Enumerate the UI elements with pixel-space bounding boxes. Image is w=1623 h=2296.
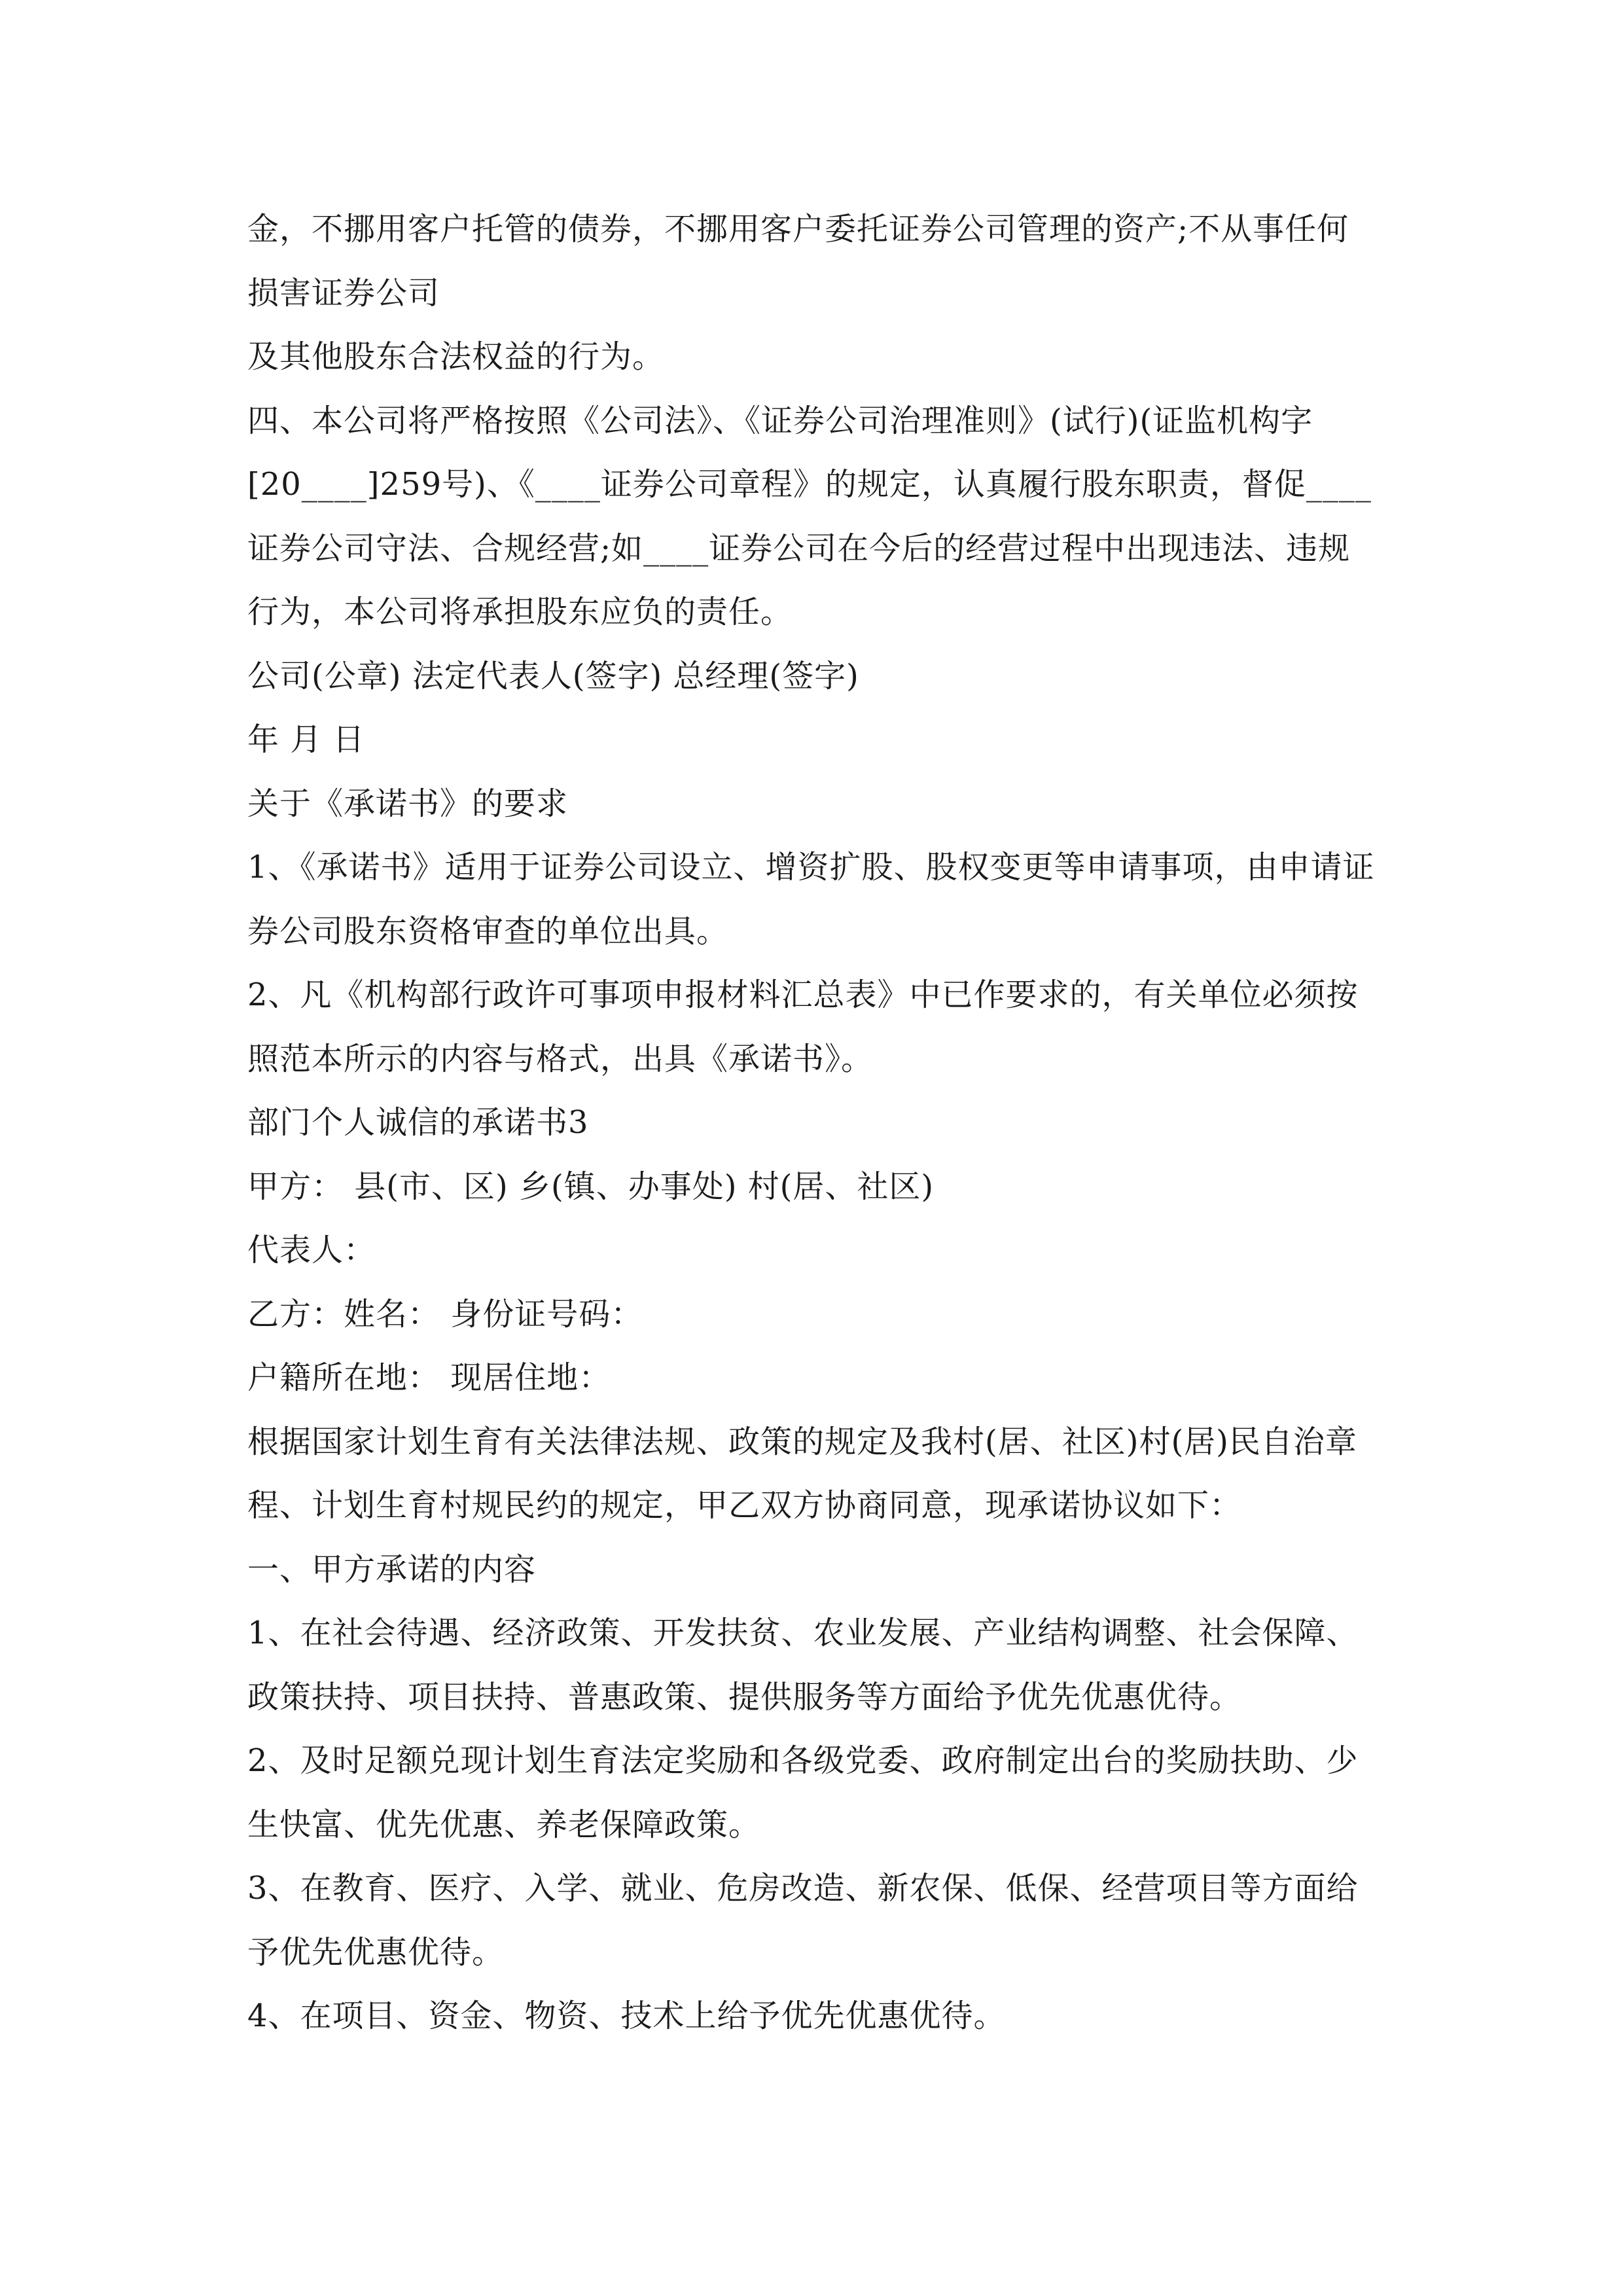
text-line: [20____]259号)、《____证券公司章程》的规定，认真履行股东职责，督促____ [247,466,1372,503]
text-line: 3、在教育、医疗、入学、就业、危房改造、新农保、低保、经营项目等方面给 [247,1870,1359,1907]
text-line: 券公司股东资格审查的单位出具。 [247,912,729,950]
text-line: 根据国家计划生育有关法律法规、政策的规定及我村(居、社区)村(居)民自治章 [247,1423,1357,1460]
signature-line: 公司(公章) 法定代表人(签字) 总经理(签字) [247,657,859,694]
form-line: 代表人： [247,1232,376,1268]
text-line: 4、在项目、资金、物资、技术上给予优先优惠优待。 [247,1998,1006,2034]
section-heading: 部门个人诚信的承诺书3 [247,1104,589,1141]
text-line: 行为，本公司将承担股东应负的责任。 [247,594,793,630]
text-line: 1、在社会待遇、经济政策、开发扶贫、农业发展、产业结构调整、社会保障、 [247,1615,1359,1651]
section-heading: 关于《承诺书》的要求 [247,785,569,822]
text-line: 程、计划生育村规民约的规定，甲乙双方协商同意，现承诺协议如下： [247,1487,1242,1524]
text-line: 照范本所示的内容与格式，出具《承诺书》。 [247,1040,874,1077]
text-line: 金，不挪用客户托管的债券，不挪用客户委托证券公司管理的资产;不从事任何 [247,211,1349,247]
text-line: 损害证券公司 [247,274,440,312]
text-line: 政策扶持、项目扶持、普惠政策、提供服务等方面给予优先优惠优待。 [247,1678,1242,1715]
form-line: 甲方： 县(市、区) 乡(镇、办事处) 村(居、社区) [247,1168,935,1205]
text-line: 及其他股东合法权益的行为。 [247,338,665,375]
date-line: 年 月 日 [247,721,365,758]
text-line: 证券公司守法、合规经营;如____证券公司在今后的经营过程中出现违法、违规 [247,529,1351,567]
text-line: 予优先优惠优待。 [247,1933,505,1971]
text-line: 四、本公司将严格按照《公司法》、《证券公司治理准则》(试行)(证监机构字 [247,402,1313,439]
text-line: 生快富、优先优惠、养老保障政策。 [247,1806,761,1843]
section-heading: 一、甲方承诺的内容 [247,1551,537,1588]
text-line: 2、及时足额兑现计划生育法定奖励和各级党委、政府制定出台的奖励扶助、少 [247,1742,1359,1779]
document-body [247,198,1386,2049]
text-line: 2、凡《机构部行政许可事项申报材料汇总表》中已作要求的，有关单位必须按 [247,977,1359,1013]
text-line: 1、《承诺书》适用于证券公司设立、增资扩股、股权变更等申请事项，由申请证 [247,849,1375,886]
form-line: 户籍所在地： 现居住地： [247,1359,611,1396]
form-line: 乙方：姓名： 身份证号码： [247,1295,643,1333]
